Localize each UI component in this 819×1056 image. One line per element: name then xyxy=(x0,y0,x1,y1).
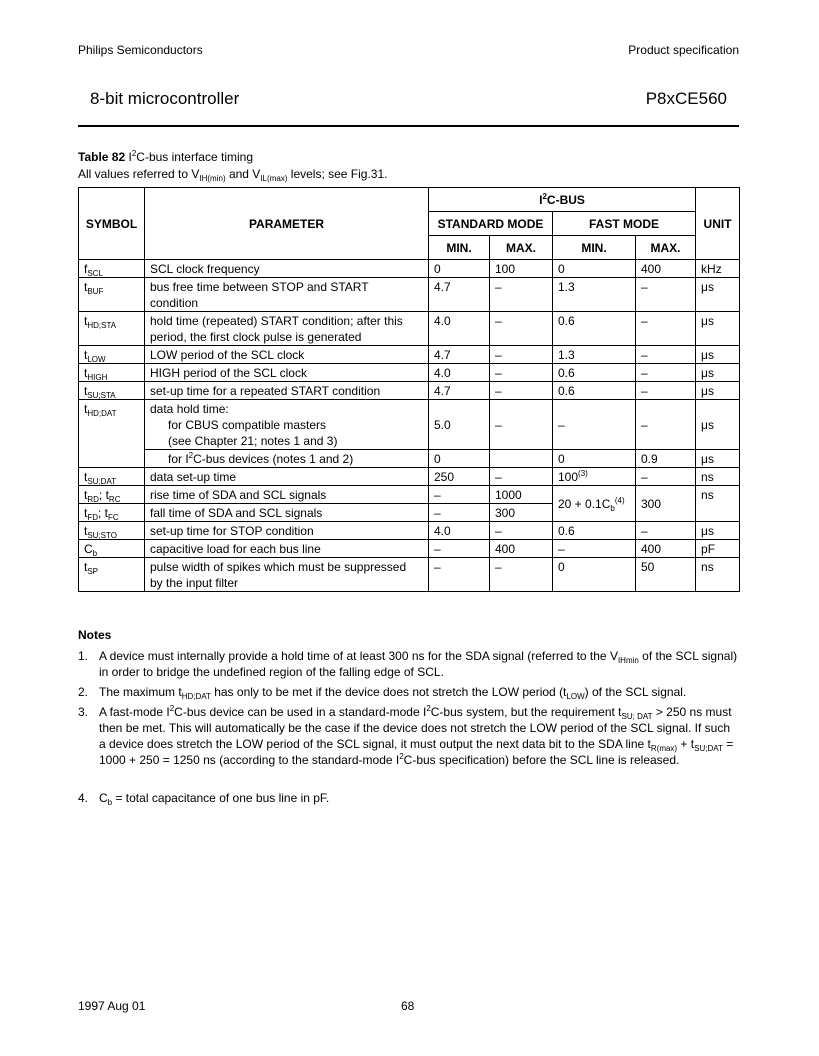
parameter-cell: bus free time between STOP and START condition xyxy=(145,278,429,312)
company-name: Philips Semiconductors xyxy=(78,43,203,57)
fast-max-cell: 50 xyxy=(636,558,696,592)
symbol-cell: $t_{SP}$ xyxy=(79,558,145,592)
fast-min-cell: 0 xyxy=(553,558,636,592)
std-max-cell: – xyxy=(490,382,553,400)
fast-min-cell: 0.6 xyxy=(553,522,636,540)
note-number: 1. xyxy=(78,649,89,663)
std-max-cell: 400 xyxy=(490,540,553,558)
header-fast-mode: FAST MODE xyxy=(553,212,696,236)
parameter-cell: data hold time: for CBUS compatible masters (see Chapter 21; notes 1 and 3) xyxy=(145,400,429,450)
table-row xyxy=(79,346,740,364)
header-standard-mode: STANDARD MODE xyxy=(429,212,553,236)
fast-max-cell: – xyxy=(636,522,696,540)
ref-text: All values referred to V xyxy=(78,167,200,181)
note-number: 4. xyxy=(78,791,89,805)
parameter-cell: hold time (repeated) START condition; after this period, the first clock pulse is generated xyxy=(145,312,429,346)
table-row xyxy=(79,540,740,558)
notes-title: Notes xyxy=(78,628,112,642)
group-title-rest: C-BUS xyxy=(546,193,585,207)
fast-max-cell: – xyxy=(636,382,696,400)
symbol-cell: $t_{LOW}$ xyxy=(79,346,145,364)
unit-cell: μs xyxy=(696,364,740,382)
table-label: Table 82 xyxy=(78,150,126,164)
std-min-cell: – xyxy=(429,558,490,592)
header-std-min: MIN. xyxy=(429,236,490,260)
document-type: Product specification xyxy=(628,43,739,57)
parameter-cell: capacitive load for each bus line xyxy=(145,540,429,558)
ref-text: levels; see Fig.31. xyxy=(287,167,388,181)
header-fast-min: MIN. xyxy=(553,236,636,260)
symbol-cell: $t_{HD;DAT}$ xyxy=(79,400,145,468)
note-text: A fast-mode $I^2C$-bus device can be used in a standard-mode $I^2C$-bus system, but the requirement $t_{SU; DAT} > 250$ ns must then be met. This will automatically be the case if the device does not stretch the LOW period of the SCL signal. If such a device does stretch the LOW period of the SCL signal, it must output the next data bit to the SDA line $t_{R(max)} + t_{SU;DAT} = 1000 + 250 = 1250$ ns (according to the standard-mode $I^2C$-bus specification) before the SCL line is released. xyxy=(99,704,734,767)
fast-max-cell: – xyxy=(636,346,696,364)
fast-min-cell: 1.3 xyxy=(553,278,636,312)
std-max-cell: – xyxy=(490,278,553,312)
symbol-cell: $t_{BUF}$ xyxy=(79,278,145,312)
fast-max-cell: – xyxy=(636,468,696,486)
symbol-cell: $t_{FD}$; $t_{FC}$ xyxy=(79,504,145,522)
std-min-cell: 4.0 xyxy=(429,522,490,540)
fast-min-cell: – xyxy=(553,540,636,558)
std-min-cell: – xyxy=(429,540,490,558)
fast-min-cell: 0 xyxy=(553,260,636,278)
symbol-cell: $t_{SU;STO}$ xyxy=(79,522,145,540)
table-row xyxy=(79,382,740,400)
header-fast-max: MAX. xyxy=(636,236,696,260)
group-sup: 2 xyxy=(542,192,547,201)
std-max-cell: – xyxy=(490,468,553,486)
std-max-cell: – xyxy=(490,558,553,592)
unit-cell: μs xyxy=(696,522,740,540)
document-title: 8-bit microcontroller xyxy=(90,89,240,108)
std-min-cell: 0 xyxy=(429,260,490,278)
table-row xyxy=(79,558,740,592)
std-min-cell: 250 xyxy=(429,468,490,486)
unit-cell: μs xyxy=(696,400,740,450)
fast-min-cell: 0 xyxy=(553,450,636,468)
std-min-cell: 4.7 xyxy=(429,278,490,312)
header-std-max: MAX. xyxy=(490,236,553,260)
unit-cell: μs xyxy=(696,450,740,468)
note-3 xyxy=(78,704,739,768)
parameter-cell: set-up time for a repeated START condition xyxy=(145,382,429,400)
std-min-cell: 4.7 xyxy=(429,382,490,400)
i2c-timing-table xyxy=(78,187,740,592)
fast-max-cell: 400 xyxy=(636,260,696,278)
fast-min-cell: 0.6 xyxy=(553,312,636,346)
std-min-cell: – xyxy=(429,504,490,522)
parameter-cell: data set-up time xyxy=(145,468,429,486)
fast-min-cell: $20 + 0.1C_b^{(4)}$ xyxy=(553,486,636,522)
fast-max-cell: 300 xyxy=(636,486,696,522)
std-max-cell xyxy=(490,450,553,468)
ref-sub: IH(min) xyxy=(199,174,226,183)
table-row xyxy=(79,312,740,346)
parameter-cell: rise time of SDA and SCL signals xyxy=(145,486,429,504)
symbol-cell: $t_{SU;STA}$ xyxy=(79,382,145,400)
std-max-cell: – xyxy=(490,346,553,364)
note-text: $C_b$ = total capacitance of one bus line in pF. xyxy=(99,791,330,807)
note-text: The maximum $t_{HD;DAT}$ has only to be met if the device does not stretch the LOW period $(t_{LOW})$ of the SCL signal. xyxy=(99,685,687,701)
unit-cell: ns xyxy=(696,468,740,486)
ref-sub: IL(max) xyxy=(260,174,288,183)
fast-max-cell: 0.9 xyxy=(636,450,696,468)
ref-text: and V xyxy=(225,167,261,181)
note-text: A device must internally provide a hold time of at least 300 ns for the SDA signal (referred to the $V_{IHmin}$ of the SCL signal) in order to bridge the undefined region of the falling edge of SCL. xyxy=(99,649,738,679)
header-symbol: SYMBOL xyxy=(79,188,145,260)
unit-cell: μs xyxy=(696,346,740,364)
unit-cell: pF xyxy=(696,540,740,558)
parameter-cell: SCL clock frequency xyxy=(145,260,429,278)
table-row xyxy=(79,278,740,312)
symbol-cell: $t_{HD;STA}$ xyxy=(79,312,145,346)
fast-min-cell: 100$^{(3)}$ xyxy=(553,468,636,486)
fast-max-cell: 400 xyxy=(636,540,696,558)
std-min-cell: – xyxy=(429,486,490,504)
std-min-cell: 0 xyxy=(429,450,490,468)
fast-max-cell: – xyxy=(636,278,696,312)
group-title: I xyxy=(539,193,543,207)
header-parameter: PARAMETER xyxy=(145,188,429,260)
note-number: 2. xyxy=(78,685,89,699)
std-max-cell: 100 xyxy=(490,260,553,278)
note-number: 3. xyxy=(78,705,89,719)
table-title: I xyxy=(128,150,132,164)
note-4 xyxy=(78,790,739,806)
std-min-cell: 4.0 xyxy=(429,312,490,346)
symbol-cell: $t_{HIGH}$ xyxy=(79,364,145,382)
note-1 xyxy=(78,648,739,680)
unit-cell: μs xyxy=(696,278,740,312)
std-max-cell: – xyxy=(490,364,553,382)
parameter-cell: HIGH period of the SCL clock xyxy=(145,364,429,382)
symbol-cell: $t_{RD}$; $t_{RC}$ xyxy=(79,486,145,504)
unit-cell: μs xyxy=(696,382,740,400)
parameter-cell: LOW period of the SCL clock xyxy=(145,346,429,364)
symbol-cell: $C_b$ xyxy=(79,540,145,558)
page-number: 68 xyxy=(401,999,415,1013)
unit-cell: ns xyxy=(696,486,740,522)
footer-date: 1997 Aug 01 xyxy=(78,999,146,1013)
fast-max-cell: – xyxy=(636,364,696,382)
fast-min-cell: 0.6 xyxy=(553,382,636,400)
note-2 xyxy=(78,684,739,700)
fast-min-cell: 0.6 xyxy=(553,364,636,382)
table-row xyxy=(79,468,740,486)
header-i2c-bus xyxy=(429,188,696,212)
fast-min-cell: – xyxy=(553,400,636,450)
parameter-cell: fall time of SDA and SCL signals xyxy=(145,504,429,522)
table-row xyxy=(79,450,740,468)
std-max-cell: 1000 xyxy=(490,486,553,504)
parameter-cell: pulse width of spikes which must be suppressed by the input filter xyxy=(145,558,429,592)
table-row xyxy=(79,260,740,278)
std-min-cell: 4.7 xyxy=(429,346,490,364)
table-title-sup: 2 xyxy=(131,149,137,158)
unit-cell: μs xyxy=(696,312,740,346)
unit-cell: kHz xyxy=(696,260,740,278)
table-title-rest: C-bus interface timing xyxy=(136,150,253,164)
table-row xyxy=(79,400,740,450)
table-row xyxy=(79,364,740,382)
std-max-cell: – xyxy=(490,522,553,540)
header-unit: UNIT xyxy=(696,188,740,260)
part-number: P8xCE560 xyxy=(645,89,727,108)
parameter-cell: for $I^2C$-bus devices (notes 1 and 2) xyxy=(145,450,429,468)
table-reference-line xyxy=(78,166,388,182)
symbol-cell: $f_{SCL}$ xyxy=(79,260,145,278)
std-max-cell: – xyxy=(490,312,553,346)
std-max-cell: 300 xyxy=(490,504,553,522)
parameter-cell: set-up time for STOP condition xyxy=(145,522,429,540)
table-caption xyxy=(78,149,253,165)
std-min-cell: 5.0 xyxy=(429,400,490,450)
header-rule xyxy=(78,125,739,127)
table-row xyxy=(79,486,740,504)
table-row xyxy=(79,522,740,540)
fast-max-cell: – xyxy=(636,312,696,346)
symbol-cell: $t_{SU;DAT}$ xyxy=(79,468,145,486)
std-max-cell: – xyxy=(490,400,553,450)
fast-min-cell: 1.3 xyxy=(553,346,636,364)
std-min-cell: 4.0 xyxy=(429,364,490,382)
fast-max-cell: – xyxy=(636,400,696,450)
unit-cell: ns xyxy=(696,558,740,592)
